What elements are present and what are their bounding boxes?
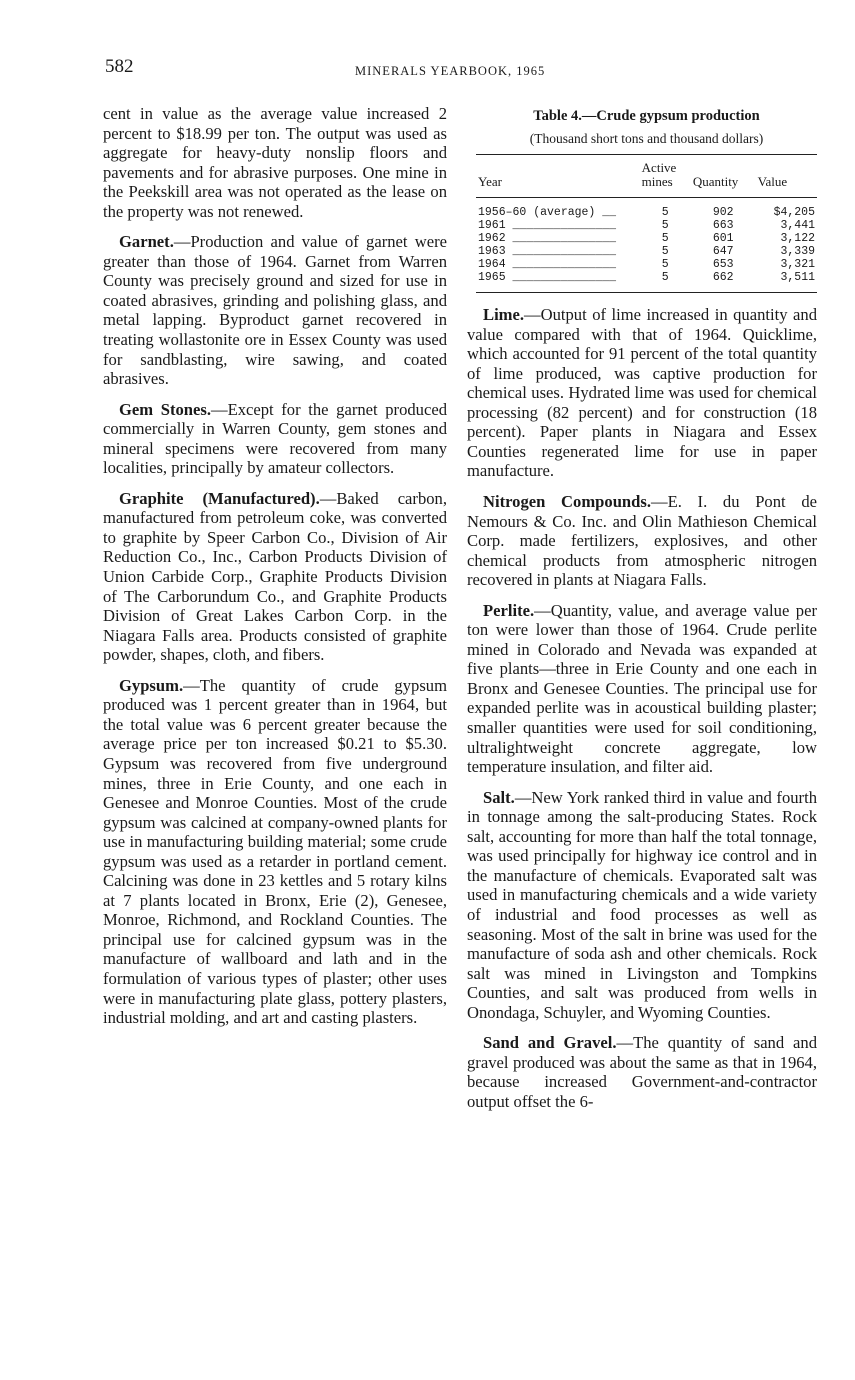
nitrogen-text: —E. I. du Pont de Nemours & Co. Inc. and Olin Mathieson Chemical Corp. made fertilizers, explosives, and other chemical products from atmospheric nitrogen recovered in plants at Niagara Falls.	[467, 492, 817, 590]
crude-gypsum-table	[476, 154, 817, 293]
perlite-heading: Perlite.	[483, 600, 535, 620]
cell-year: 1963 _______________	[478, 245, 617, 259]
cell-value: 3,511	[780, 271, 815, 285]
gypsum-paragraph	[103, 676, 447, 1028]
cell-year: 1956–60 (average) __	[478, 206, 617, 220]
intro-paragraph: cent in value as the average value increased 2 percent to $18.99 per ton. The output was used as aggregate for heavy-duty nonslip floors and pavements and for abrasive purposes. One mine in the Peekskill area was not operated as the lease on the property was not renewed.	[103, 104, 447, 221]
garnet-paragraph	[103, 232, 447, 388]
cell-year: 1965 _______________	[478, 271, 617, 285]
graphite-paragraph	[103, 489, 447, 665]
sand-gravel-heading: Sand and Gravel.	[483, 1033, 617, 1053]
gem-stones-text: —Except for the garnet produced commercially in Warren County, gem stones and mineral specimens were recovered from many localities, principally by amateur collectors.	[103, 399, 447, 478]
cell-year: 1962 _______________	[478, 232, 617, 246]
perlite-paragraph	[467, 601, 817, 777]
table-title: Table 4.—Crude gypsum production	[533, 108, 760, 124]
cell-mines: 5	[661, 232, 669, 246]
gem-stones-paragraph	[103, 400, 447, 478]
col-header-quantity: Quantity	[691, 155, 756, 198]
cell-value: $4,205	[773, 206, 815, 220]
garnet-text: —Production and value of garnet were greater than those of 1964. Garnet from Warren County was precisely ground and sized for use in coated abrasives, grinding and polishing glass, and metal lapping. Byproduct garnet recovered in treating wollastonite ore in Essex County was used for sandblasting, wire sawing, and coated abrasives.	[103, 232, 447, 389]
col-header-mines-line1: Active	[641, 160, 677, 176]
cell-mines: 5	[661, 271, 669, 285]
lime-paragraph	[467, 305, 817, 481]
cell-value: 3,122	[780, 232, 815, 246]
col-header-year: Year	[476, 155, 640, 198]
gem-stones-heading: Gem Stones.	[119, 399, 211, 419]
cell-mines: 5	[661, 245, 669, 259]
running-title: MINERALS YEARBOOK, 1965	[355, 64, 546, 78]
table-row	[476, 219, 817, 232]
sand-gravel-paragraph	[467, 1033, 817, 1111]
salt-paragraph	[467, 788, 817, 1023]
perlite-text: —Quantity, value, and average value per ton were lower than those of 1964. Crude perlite mined in Colorado and Nevada was expanded at five plants—three in Erie County and one each in Bronx and Genesee Counties. The principal use for expanded perlite was in acoustical building plaster; smaller quantities were used for soil conditioning, ultralightweight concrete aggregate, low temperature insulation, and filter aid.	[467, 600, 817, 777]
lime-text: —Output of lime increased in quantity and value compared with that of 1964. Quicklime, which accounted for 91 percent of the total quantity of lime produced, was captive production for chemical uses. Hydrated lime was used for chemical processing (82 percent) and for construction (18 percent). Paper plants in Niagara and Essex Counties regenerated lime for use in paper manufacture.	[467, 305, 817, 481]
garnet-heading: Garnet.	[119, 232, 174, 252]
cell-value: 3,321	[780, 258, 815, 272]
cell-value: 3,441	[780, 219, 815, 233]
page-header	[105, 56, 820, 86]
cell-quantity: 662	[712, 271, 734, 285]
cell-quantity: 647	[712, 245, 734, 259]
page-number: 582	[105, 56, 134, 77]
right-column	[467, 104, 817, 1122]
table-row	[476, 198, 817, 220]
cell-quantity: 653	[712, 258, 734, 272]
col-header-value: Value	[756, 155, 817, 198]
cell-quantity: 601	[712, 232, 734, 246]
table-row	[476, 245, 817, 258]
col-header-mines	[640, 155, 691, 198]
graphite-text: —Baked carbon, manufactured from petroleum coke, was converted to graphite by Speer Carbon Co., Division of Air Reduction Co., Inc., Carbon Products Division of Union Carbide Corp., Graphite Products Division of The Carborundum Co., and Graphite Products Division of Great Lakes Carbon Corp. in the Niagara Falls area. Products consisted of graphite powder, shapes, cloth, and fibers.	[103, 488, 447, 665]
lime-heading: Lime.	[483, 305, 525, 325]
table-row	[476, 271, 817, 293]
sand-gravel-text: —The quantity of sand and gravel produced was about the same as that in 1964, because increased Government-and-contractor output offset the 6-	[467, 1033, 817, 1111]
gypsum-heading: Gypsum.	[119, 675, 184, 695]
salt-text: —New York ranked third in value and fourth in tonnage among the salt-producing States. Rock salt, accounting for more than half the total tonnage, was used principally for highway ice control and in the manufacture of chemicals. Evaporated salt was used in manufacturing chemicals and a wide variety of industrial and food processes as well as seasoning. Most of the salt in brine was used for the manufacture of soda ash and other chemicals. Rock salt was mined in Livingston and Tompkins Counties, and salt was produced from wells in Onondaga, Schuyler, and Wyoming Counties.	[467, 787, 817, 1022]
nitrogen-heading: Nitrogen Compounds.	[483, 492, 651, 512]
table-subtitle: (Thousand short tons and thousand dollars)	[529, 130, 764, 146]
graphite-heading: Graphite (Manufactured).	[119, 488, 320, 508]
nitrogen-paragraph	[467, 492, 817, 590]
col-header-mines-line2: mines	[641, 174, 673, 190]
table-header-row	[476, 155, 817, 198]
table-row	[476, 258, 817, 271]
cell-year: 1961 _______________	[478, 219, 617, 233]
cell-quantity: 902	[712, 206, 734, 220]
gypsum-text: —The quantity of crude gypsum produced was 1 percent greater than in 1964, but the total value was 6 percent greater because the average price per ton increased $0.21 to $5.30. Gypsum was recovered from five underground mines, three in Erie County, and one each in Genesee and Monroe Counties. Most of the crude gypsum was calcined at company-owned plants for use in manufacturing building material; some crude gypsum was used as a retarder in portland cement. Calcining was done in 23 kettles and 5 rotary kilns at 7 plants located in Bronx, Erie (2), Genesee, Monroe, Richmond, and Rockland Counties. The principal use for calcined gypsum was in the manufacture of wallboard and lath and in the formulation of various types of plaster; other uses were in manufacturing plate glass, pottery plasters, industrial molding, and art and casting plasters.	[103, 675, 447, 1028]
salt-heading: Salt.	[483, 787, 515, 807]
table-row	[476, 232, 817, 245]
left-column	[103, 104, 447, 1039]
cell-quantity: 663	[712, 219, 734, 233]
cell-mines: 5	[661, 258, 669, 272]
cell-year: 1964 _______________	[478, 258, 617, 272]
cell-value: 3,339	[780, 245, 815, 259]
crude-gypsum-table-block	[476, 107, 817, 293]
cell-mines: 5	[661, 219, 669, 233]
cell-mines: 5	[661, 206, 669, 220]
